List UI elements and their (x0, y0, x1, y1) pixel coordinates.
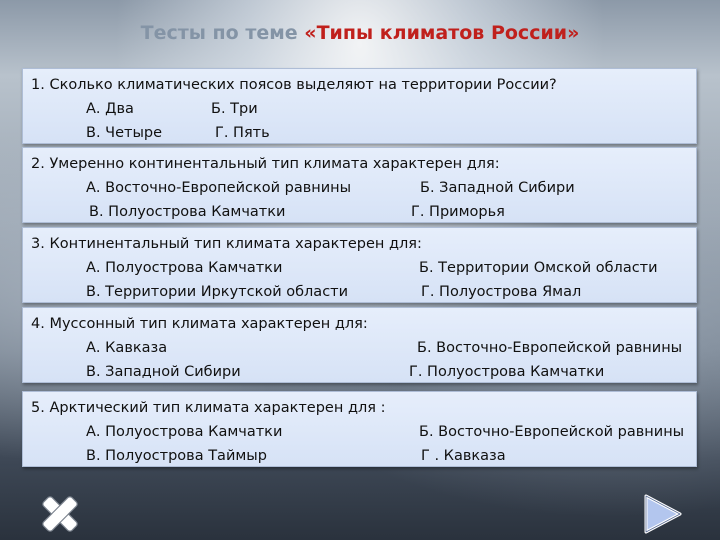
answer-option[interactable]: В. Полуострова Камчатки (89, 204, 286, 220)
answer-option[interactable]: Б. Территории Омской области (419, 260, 658, 276)
question-card-2 (22, 147, 697, 223)
answer-option[interactable]: Г. Полуострова Ямал (421, 284, 582, 300)
question-text: 3. Континентальный тип климата характерен для: (31, 236, 422, 252)
answer-option[interactable]: Г. Пять (215, 125, 270, 141)
answer-option[interactable]: А. Полуострова Камчатки (86, 260, 283, 276)
question-card-1 (22, 68, 697, 144)
question-text: 5. Арктический тип климата характерен для : (31, 400, 386, 416)
answer-option[interactable]: А. Два (86, 101, 134, 117)
answer-option[interactable]: Г. Полуострова Камчатки (409, 364, 605, 380)
question-card-5 (22, 391, 697, 467)
title-topic: «Типы климатов России» (304, 22, 580, 44)
close-button[interactable] (38, 492, 82, 536)
answer-option[interactable]: А. Восточно-Европейской равнины (86, 180, 352, 196)
answer-option[interactable]: А. Полуострова Камчатки (86, 424, 283, 440)
answer-option[interactable]: Б. Восточно-Европейской равнины (417, 340, 683, 356)
title-prefix: Тесты по теме (140, 22, 305, 44)
answer-option[interactable]: В. Полуострова Таймыр (86, 448, 267, 464)
question-text: 2. Умеренно континентальный тип климата характерен для: (31, 156, 500, 172)
answer-option[interactable]: Б. Западной Сибири (420, 180, 575, 196)
play-next-icon (640, 492, 684, 536)
question-text: 4. Муссонный тип климата характерен для: (31, 316, 368, 332)
answer-option[interactable]: Г. Приморья (411, 204, 505, 220)
answer-option[interactable]: В. Территории Иркутской области (86, 284, 349, 300)
answer-option[interactable]: Г . Кавказа (421, 448, 506, 464)
answer-option[interactable]: Б. Восточно-Европейской равнины (419, 424, 685, 440)
next-slide-button[interactable] (640, 492, 684, 536)
answer-option[interactable]: В. Западной Сибири (86, 364, 241, 380)
answer-option[interactable]: Б. Три (211, 101, 258, 117)
question-card-3 (22, 227, 697, 303)
answer-option[interactable]: А. Кавказа (86, 340, 168, 356)
question-text: 1. Сколько климатических поясов выделяют на территории России? (31, 77, 557, 93)
close-icon (38, 492, 82, 536)
question-card-4 (22, 307, 697, 383)
slide-title (0, 22, 720, 44)
answer-option[interactable]: В. Четыре (86, 125, 163, 141)
